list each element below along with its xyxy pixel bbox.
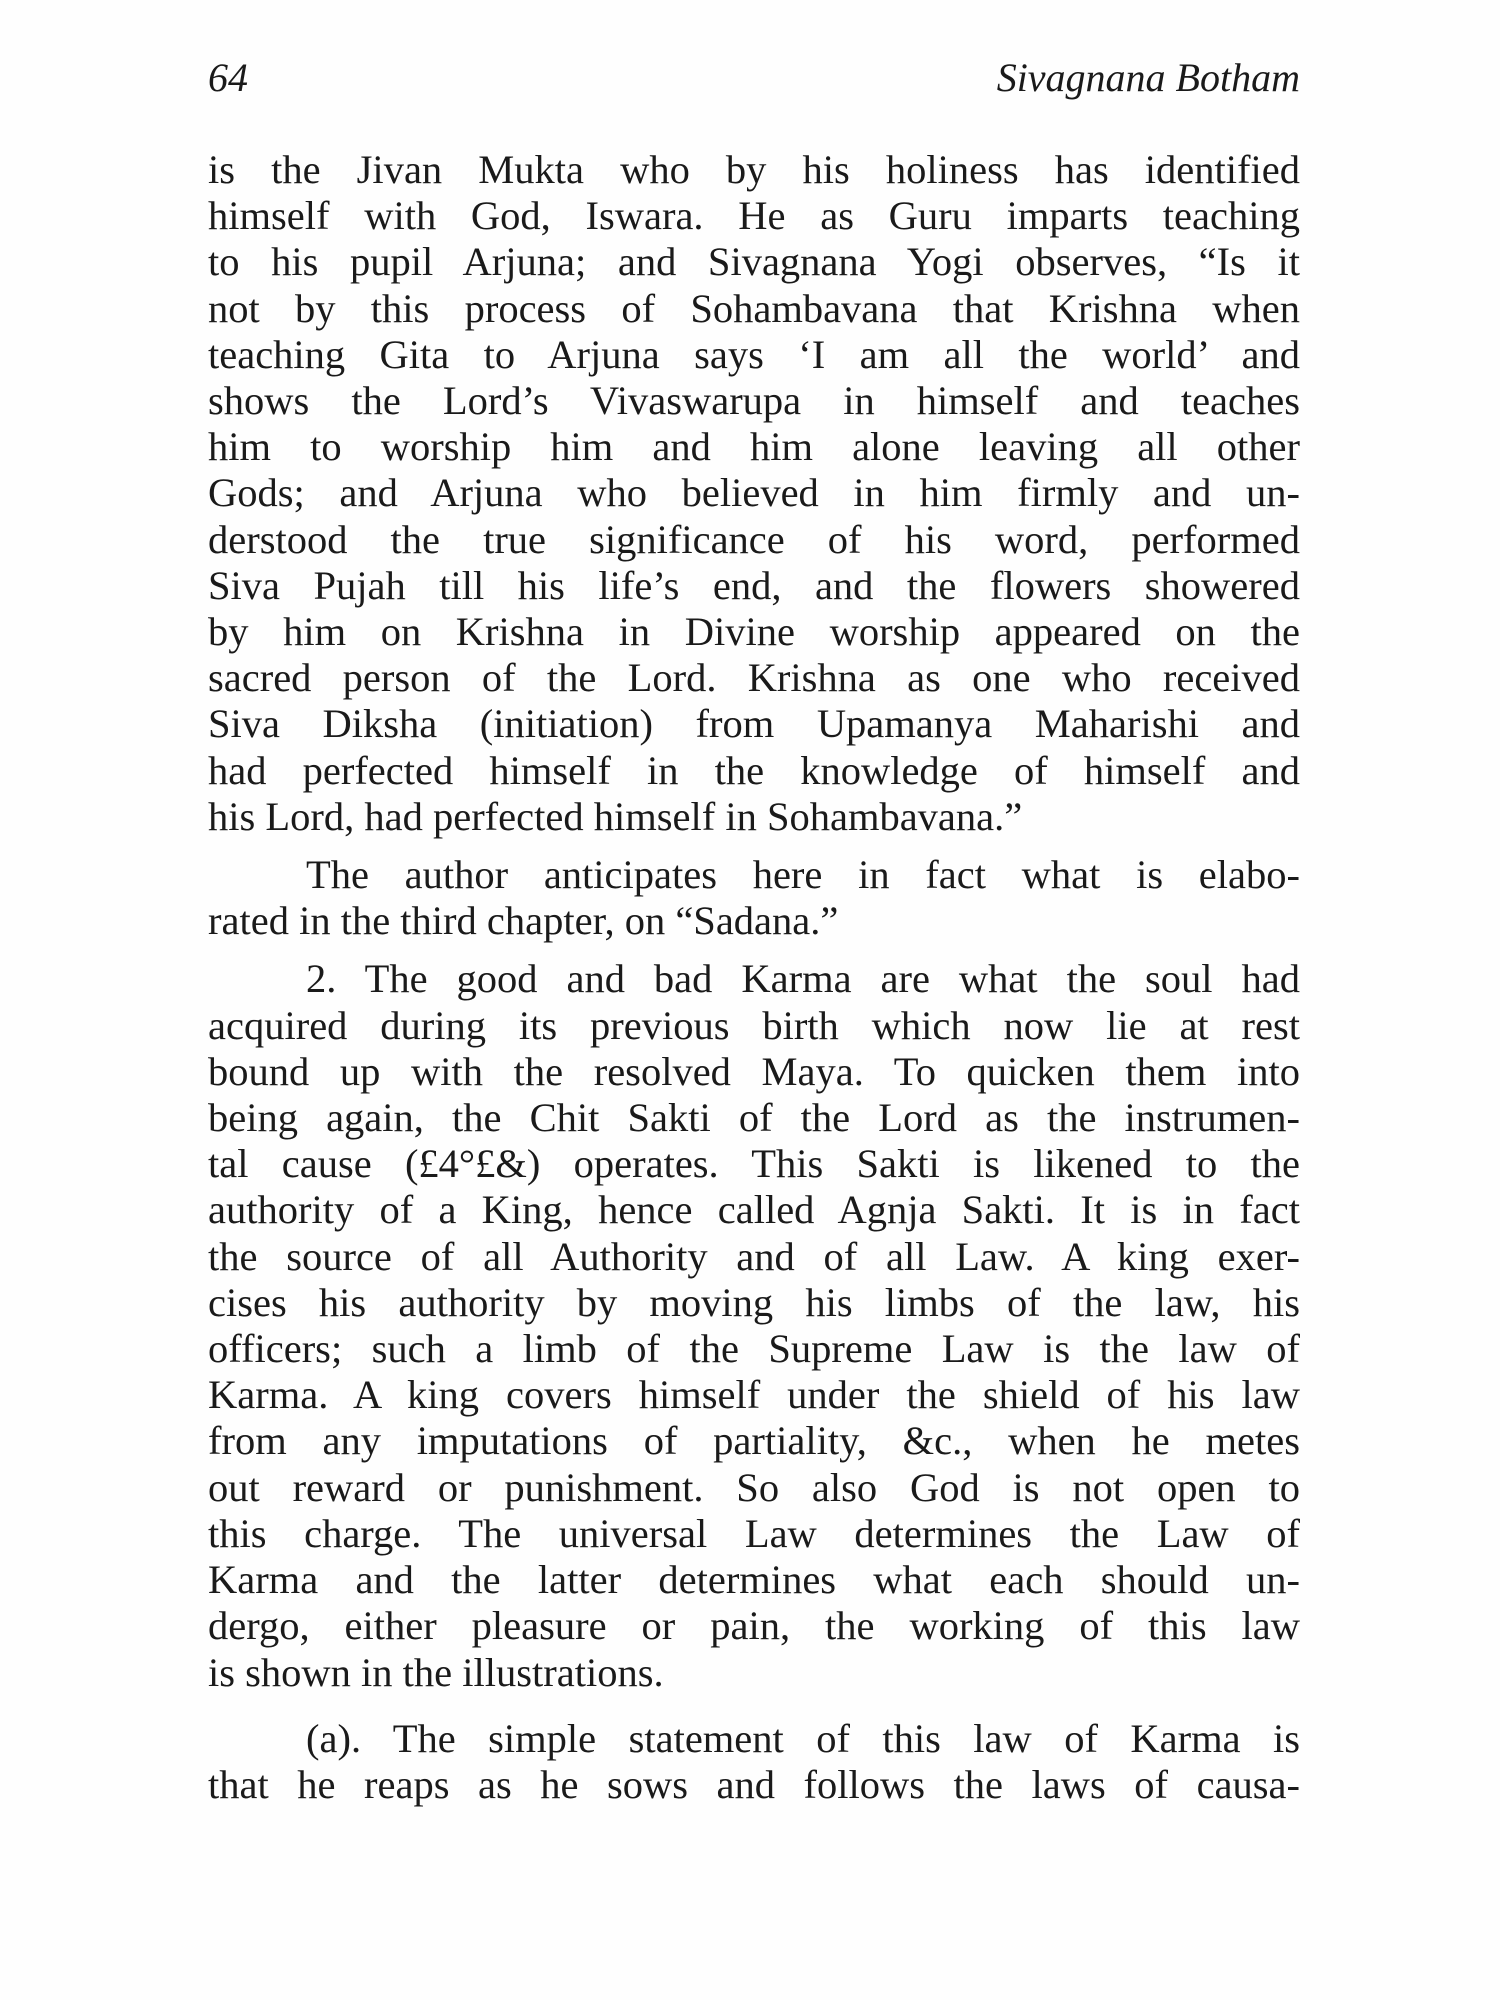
text-line: being again, the Chit Sakti of the Lord as the instrumen- — [208, 1095, 1300, 1141]
text-line: Siva Diksha (initiation) from Upamanya Maharishi and — [208, 701, 1300, 747]
text-line: Karma and the latter determines what each should un- — [208, 1557, 1300, 1603]
text-line: not by this process of Sohambavana that Krishna when — [208, 285, 1300, 331]
text-line: the source of all Authority and of all Law. A king exer- — [208, 1233, 1300, 1279]
text-line: The author anticipates here in fact what is elabo- — [306, 852, 1300, 898]
text-line: teaching Gita to Arjuna says ‘I am all the world’ and — [208, 331, 1300, 377]
body-text — [208, 147, 1300, 1808]
text-line: Karma. A king covers himself under the shield of his law — [208, 1372, 1300, 1418]
paragraph-jivan-mukta — [208, 147, 1300, 840]
text-line: this charge. The universal Law determines the Law of — [208, 1510, 1300, 1556]
text-line: that he reaps as he sows and follows the laws of causa- — [208, 1761, 1300, 1807]
text-line: tal cause (£4°£&) operates. This Sakti is likened to the — [208, 1141, 1300, 1187]
text-line: derstood the true significance of his word, performed — [208, 516, 1300, 562]
text-line: dergo, either pleasure or pain, the working of this law — [208, 1603, 1300, 1649]
text-line: acquired during its previous birth which now lie at rest — [208, 1002, 1300, 1048]
text-line: had perfected himself in the knowledge of himself and — [208, 747, 1300, 793]
running-head — [208, 48, 1300, 108]
text-line: authority of a King, hence called Agnja Sakti. It is in fact — [208, 1187, 1300, 1233]
paragraph-author-anticipates — [208, 852, 1300, 944]
text-line: is shown in the illustrations. — [208, 1649, 664, 1695]
text-line: out reward or punishment. So also God is not open to — [208, 1464, 1300, 1510]
text-line: (a). The simple statement of this law of Karma is — [306, 1715, 1300, 1761]
text-line: rated in the third chapter, on “Sadana.” — [208, 898, 839, 944]
text-line: bound up with the resolved Maya. To quicken them into — [208, 1048, 1300, 1094]
text-line: by him on Krishna in Divine worship appeared on the — [208, 609, 1300, 655]
text-line: himself with God, Iswara. He as Guru imparts teaching — [208, 193, 1300, 239]
text-line: cises his authority by moving his limbs of the law, his — [208, 1279, 1300, 1325]
text-line: Gods; and Arjuna who believed in him firmly and un- — [208, 470, 1300, 516]
paragraph-karma-2 — [208, 956, 1300, 1695]
text-line: to his pupil Arjuna; and Sivagnana Yogi observes, “Is it — [208, 239, 1300, 285]
text-line: from any imputations of partiality, &c., when he metes — [208, 1418, 1300, 1464]
page-number: 64 — [208, 55, 248, 100]
text-line: is the Jivan Mukta who by his holiness has identified — [208, 147, 1300, 192]
text-line: 2. The good and bad Karma are what the soul had — [306, 956, 1300, 1002]
text-line: Siva Pujah till his life’s end, and the flowers showered — [208, 562, 1300, 608]
text-line: him to worship him and him alone leaving all other — [208, 424, 1300, 470]
book-title: Sivagnana Botham — [996, 55, 1300, 100]
paragraph-karma-a — [208, 1716, 1300, 1808]
text-line: officers; such a limb of the Supreme Law is the law of — [208, 1326, 1300, 1372]
text-line: sacred person of the Lord. Krishna as one who received — [208, 655, 1300, 701]
text-line: his Lord, had perfected himself in Sohambavana.” — [208, 793, 1023, 839]
text-line: shows the Lord’s Vivaswarupa in himself and teaches — [208, 378, 1300, 424]
